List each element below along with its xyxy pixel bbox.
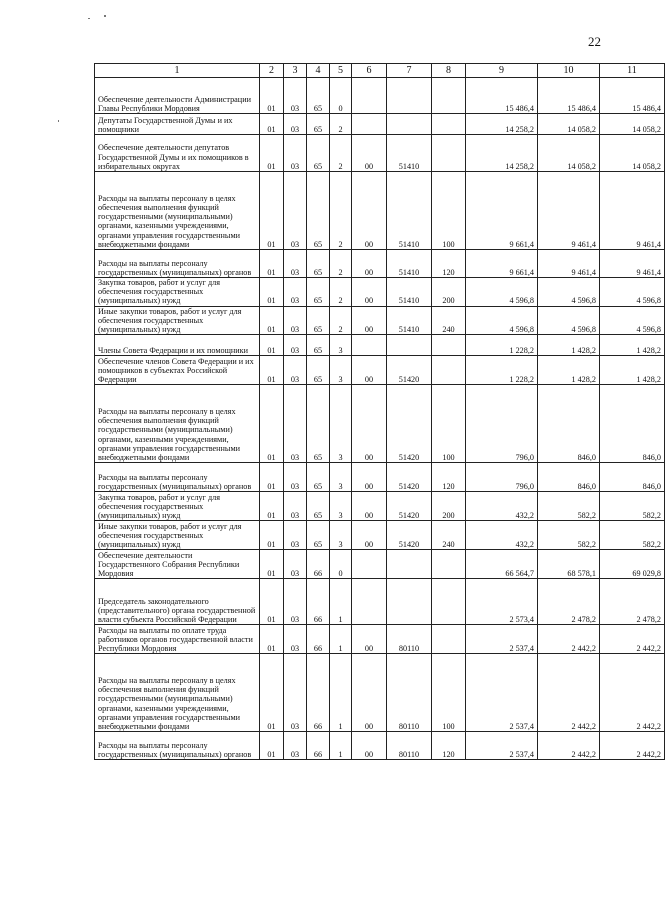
cell-c10: 2 478,2 <box>538 579 600 625</box>
cell-c2: 01 <box>260 625 284 654</box>
table-row <box>95 550 665 579</box>
cell-c5: 1 <box>330 625 352 654</box>
column-header: 10 <box>538 64 600 78</box>
row-label: Расходы на выплаты персоналу государственных (муниципальных) органов <box>95 732 260 760</box>
cell-c10: 14 058,2 <box>538 135 600 172</box>
cell-c6: 00 <box>352 356 387 385</box>
cell-c11: 14 058,2 <box>600 135 665 172</box>
cell-c5: 3 <box>330 463 352 492</box>
cell-c11: 2 442,2 <box>600 625 665 654</box>
column-header: 2 <box>260 64 284 78</box>
cell-c4: 65 <box>307 306 330 335</box>
cell-c9: 2 537,4 <box>466 625 538 654</box>
cell-c6: 00 <box>352 172 387 250</box>
cell-c9: 432,2 <box>466 521 538 550</box>
cell-c5: 2 <box>330 135 352 172</box>
cell-c6 <box>352 114 387 135</box>
cell-c11: 15 486,4 <box>600 78 665 114</box>
cell-c5: 3 <box>330 492 352 521</box>
cell-c5: 3 <box>330 356 352 385</box>
cell-c8: 200 <box>432 278 466 307</box>
cell-c7 <box>387 78 432 114</box>
cell-c10: 9 461,4 <box>538 250 600 278</box>
cell-c3: 03 <box>284 78 307 114</box>
column-header: 5 <box>330 64 352 78</box>
cell-c5: 1 <box>330 654 352 732</box>
row-label: Председатель законодательного (представительного) органа государственной власти субъекта Российской Федерации <box>95 579 260 625</box>
cell-c4: 65 <box>307 463 330 492</box>
cell-c5: 1 <box>330 732 352 760</box>
cell-c11: 9 461,4 <box>600 172 665 250</box>
cell-c11: 4 596,8 <box>600 278 665 307</box>
cell-c2: 01 <box>260 385 284 463</box>
cell-c5: 2 <box>330 278 352 307</box>
cell-c9: 14 258,2 <box>466 114 538 135</box>
cell-c6: 00 <box>352 521 387 550</box>
cell-c8: 100 <box>432 385 466 463</box>
cell-c8 <box>432 579 466 625</box>
cell-c3: 03 <box>284 356 307 385</box>
cell-c7: 51420 <box>387 492 432 521</box>
cell-c6: 00 <box>352 492 387 521</box>
cell-c3: 03 <box>284 250 307 278</box>
cell-c11: 69 029,8 <box>600 550 665 579</box>
cell-c6: 00 <box>352 463 387 492</box>
row-label: Обеспечение деятельности Администрации Главы Республики Мордовия <box>95 78 260 114</box>
cell-c8 <box>432 550 466 579</box>
table-row <box>95 172 665 250</box>
cell-c7: 51420 <box>387 385 432 463</box>
table-row <box>95 492 665 521</box>
cell-c7: 80110 <box>387 654 432 732</box>
cell-c11: 1 428,2 <box>600 356 665 385</box>
cell-c8 <box>432 78 466 114</box>
table-row <box>95 278 665 307</box>
cell-c7 <box>387 579 432 625</box>
cell-c6 <box>352 335 387 356</box>
column-header: 7 <box>387 64 432 78</box>
column-header: 9 <box>466 64 538 78</box>
cell-c8: 100 <box>432 654 466 732</box>
cell-c9: 4 596,8 <box>466 278 538 307</box>
cell-c2: 01 <box>260 78 284 114</box>
column-header: 8 <box>432 64 466 78</box>
table-row <box>95 385 665 463</box>
row-label: Обеспечение членов Совета Федерации и их помощников в субъектах Российской Федерации <box>95 356 260 385</box>
budget-table-container <box>94 63 661 760</box>
table-row <box>95 579 665 625</box>
cell-c3: 03 <box>284 550 307 579</box>
cell-c8 <box>432 114 466 135</box>
cell-c11: 2 442,2 <box>600 654 665 732</box>
cell-c3: 03 <box>284 172 307 250</box>
cell-c2: 01 <box>260 356 284 385</box>
table-row <box>95 135 665 172</box>
cell-c4: 65 <box>307 385 330 463</box>
cell-c11: 846,0 <box>600 385 665 463</box>
column-header: 6 <box>352 64 387 78</box>
row-label: Расходы на выплаты персоналу государственных (муниципальных) органов <box>95 463 260 492</box>
table-row <box>95 654 665 732</box>
cell-c7: 51420 <box>387 356 432 385</box>
cell-c9: 2 537,4 <box>466 732 538 760</box>
cell-c5: 2 <box>330 172 352 250</box>
cell-c5: 3 <box>330 521 352 550</box>
cell-c9: 796,0 <box>466 463 538 492</box>
cell-c5: 2 <box>330 114 352 135</box>
row-label: Расходы на выплаты персоналу в целях обеспечения выполнения функций государственными (муниципальными) органами, казенными учреждениями, органами управления государственными внебюджетными фондами <box>95 654 260 732</box>
column-header: 1 <box>95 64 260 78</box>
cell-c6: 00 <box>352 135 387 172</box>
cell-c3: 03 <box>284 521 307 550</box>
cell-c7: 51420 <box>387 521 432 550</box>
cell-c2: 01 <box>260 579 284 625</box>
cell-c7: 51410 <box>387 135 432 172</box>
cell-c9: 15 486,4 <box>466 78 538 114</box>
row-label: Закупка товаров, работ и услуг для обеспечения государственных (муниципальных) нужд <box>95 278 260 307</box>
cell-c9: 796,0 <box>466 385 538 463</box>
cell-c6: 00 <box>352 732 387 760</box>
header-row <box>95 64 665 78</box>
cell-c10: 15 486,4 <box>538 78 600 114</box>
cell-c2: 01 <box>260 278 284 307</box>
cell-c10: 68 578,1 <box>538 550 600 579</box>
cell-c4: 66 <box>307 550 330 579</box>
cell-c9: 14 258,2 <box>466 135 538 172</box>
cell-c2: 01 <box>260 654 284 732</box>
cell-c10: 2 442,2 <box>538 654 600 732</box>
cell-c5: 0 <box>330 550 352 579</box>
cell-c7 <box>387 114 432 135</box>
cell-c10: 4 596,8 <box>538 278 600 307</box>
row-label: Расходы на выплаты по оплате труда работников органов государственной власти Республики Мордовия <box>95 625 260 654</box>
cell-c10: 2 442,2 <box>538 625 600 654</box>
table-row <box>95 732 665 760</box>
page-number: 22 <box>588 34 601 49</box>
cell-c8: 120 <box>432 732 466 760</box>
row-label: Обеспечение деятельности Государственного Собрания Республики Мордовия <box>95 550 260 579</box>
row-label: Расходы на выплаты персоналу в целях обеспечения выполнения функций государственными (муниципальными) органами, казенными учреждениями, органами управления государственными внебюджетными фондами <box>95 385 260 463</box>
cell-c6 <box>352 579 387 625</box>
cell-c9: 2 573,4 <box>466 579 538 625</box>
cell-c4: 65 <box>307 78 330 114</box>
cell-c2: 01 <box>260 172 284 250</box>
cell-c3: 03 <box>284 732 307 760</box>
cell-c8 <box>432 625 466 654</box>
table-body <box>95 78 665 760</box>
cell-c8 <box>432 356 466 385</box>
cell-c11: 1 428,2 <box>600 335 665 356</box>
cell-c3: 03 <box>284 306 307 335</box>
cell-c10: 2 442,2 <box>538 732 600 760</box>
cell-c10: 1 428,2 <box>538 356 600 385</box>
cell-c10: 846,0 <box>538 463 600 492</box>
cell-c8 <box>432 135 466 172</box>
cell-c8: 200 <box>432 492 466 521</box>
cell-c6: 00 <box>352 278 387 307</box>
row-label: Расходы на выплаты персоналу в целях обеспечения выполнения функций государственными (муниципальными) органами, казенными учреждениями, органами управления государственными внебюджетными фондами <box>95 172 260 250</box>
cell-c4: 65 <box>307 114 330 135</box>
row-label: Обеспечение деятельности депутатов Государственной Думы и их помощников в избирательных округах <box>95 135 260 172</box>
cell-c4: 66 <box>307 654 330 732</box>
cell-c9: 66 564,7 <box>466 550 538 579</box>
cell-c11: 582,2 <box>600 521 665 550</box>
column-header: 3 <box>284 64 307 78</box>
cell-c3: 03 <box>284 335 307 356</box>
cell-c8: 240 <box>432 521 466 550</box>
table-row <box>95 78 665 114</box>
table-row <box>95 356 665 385</box>
cell-c2: 01 <box>260 250 284 278</box>
scan-speck <box>88 18 90 19</box>
column-header: 4 <box>307 64 330 78</box>
scan-speck <box>104 15 106 17</box>
cell-c4: 65 <box>307 356 330 385</box>
cell-c4: 65 <box>307 521 330 550</box>
cell-c7: 51410 <box>387 172 432 250</box>
cell-c7: 80110 <box>387 732 432 760</box>
cell-c9: 2 537,4 <box>466 654 538 732</box>
cell-c10: 1 428,2 <box>538 335 600 356</box>
cell-c2: 01 <box>260 550 284 579</box>
budget-table <box>94 63 665 760</box>
cell-c2: 01 <box>260 732 284 760</box>
cell-c5: 3 <box>330 385 352 463</box>
cell-c5: 3 <box>330 335 352 356</box>
cell-c7 <box>387 335 432 356</box>
cell-c8: 240 <box>432 306 466 335</box>
cell-c3: 03 <box>284 463 307 492</box>
cell-c2: 01 <box>260 521 284 550</box>
row-label: Расходы на выплаты персоналу государственных (муниципальных) органов <box>95 250 260 278</box>
row-label: Члены Совета Федерации и их помощники <box>95 335 260 356</box>
cell-c6: 00 <box>352 250 387 278</box>
cell-c7: 51410 <box>387 278 432 307</box>
cell-c7: 51420 <box>387 463 432 492</box>
row-label: Иные закупки товаров, работ и услуг для обеспечения государственных (муниципальных) нужд <box>95 521 260 550</box>
cell-c5: 0 <box>330 78 352 114</box>
cell-c6 <box>352 550 387 579</box>
cell-c6: 00 <box>352 306 387 335</box>
cell-c7: 51410 <box>387 250 432 278</box>
cell-c4: 66 <box>307 732 330 760</box>
cell-c10: 846,0 <box>538 385 600 463</box>
cell-c3: 03 <box>284 654 307 732</box>
cell-c3: 03 <box>284 114 307 135</box>
cell-c4: 66 <box>307 625 330 654</box>
cell-c4: 65 <box>307 335 330 356</box>
cell-c9: 9 661,4 <box>466 250 538 278</box>
row-label: Закупка товаров, работ и услуг для обеспечения государственных (муниципальных) нужд <box>95 492 260 521</box>
table-row <box>95 625 665 654</box>
cell-c11: 9 461,4 <box>600 250 665 278</box>
cell-c4: 66 <box>307 579 330 625</box>
cell-c11: 14 058,2 <box>600 114 665 135</box>
row-label: Депутаты Государственной Думы и их помощники <box>95 114 260 135</box>
cell-c8: 120 <box>432 250 466 278</box>
cell-c2: 01 <box>260 135 284 172</box>
cell-c7: 80110 <box>387 625 432 654</box>
cell-c9: 1 228,2 <box>466 356 538 385</box>
cell-c7: 51410 <box>387 306 432 335</box>
cell-c3: 03 <box>284 278 307 307</box>
table-row <box>95 463 665 492</box>
cell-c6: 00 <box>352 654 387 732</box>
cell-c11: 2 478,2 <box>600 579 665 625</box>
cell-c8: 100 <box>432 172 466 250</box>
cell-c2: 01 <box>260 492 284 521</box>
cell-c10: 582,2 <box>538 521 600 550</box>
cell-c5: 2 <box>330 306 352 335</box>
cell-c2: 01 <box>260 335 284 356</box>
cell-c3: 03 <box>284 579 307 625</box>
cell-c9: 432,2 <box>466 492 538 521</box>
cell-c4: 65 <box>307 250 330 278</box>
cell-c6: 00 <box>352 385 387 463</box>
column-header: 11 <box>600 64 665 78</box>
cell-c11: 2 442,2 <box>600 732 665 760</box>
cell-c9: 9 661,4 <box>466 172 538 250</box>
cell-c5: 1 <box>330 579 352 625</box>
table-row <box>95 335 665 356</box>
cell-c3: 03 <box>284 625 307 654</box>
table-row <box>95 114 665 135</box>
cell-c10: 14 058,2 <box>538 114 600 135</box>
table-row <box>95 521 665 550</box>
cell-c3: 03 <box>284 135 307 172</box>
cell-c9: 1 228,2 <box>466 335 538 356</box>
cell-c7 <box>387 550 432 579</box>
cell-c9: 4 596,8 <box>466 306 538 335</box>
scan-speck <box>58 120 59 122</box>
cell-c2: 01 <box>260 463 284 492</box>
cell-c4: 65 <box>307 172 330 250</box>
cell-c3: 03 <box>284 385 307 463</box>
cell-c11: 846,0 <box>600 463 665 492</box>
table-row <box>95 306 665 335</box>
cell-c10: 4 596,8 <box>538 306 600 335</box>
cell-c4: 65 <box>307 492 330 521</box>
cell-c2: 01 <box>260 114 284 135</box>
cell-c6: 00 <box>352 625 387 654</box>
cell-c4: 65 <box>307 135 330 172</box>
cell-c11: 4 596,8 <box>600 306 665 335</box>
table-row <box>95 250 665 278</box>
cell-c11: 582,2 <box>600 492 665 521</box>
cell-c4: 65 <box>307 278 330 307</box>
cell-c3: 03 <box>284 492 307 521</box>
cell-c6 <box>352 78 387 114</box>
cell-c10: 582,2 <box>538 492 600 521</box>
row-label: Иные закупки товаров, работ и услуг для обеспечения государственных (муниципальных) нужд <box>95 306 260 335</box>
cell-c8: 120 <box>432 463 466 492</box>
cell-c8 <box>432 335 466 356</box>
cell-c5: 2 <box>330 250 352 278</box>
cell-c2: 01 <box>260 306 284 335</box>
cell-c10: 9 461,4 <box>538 172 600 250</box>
